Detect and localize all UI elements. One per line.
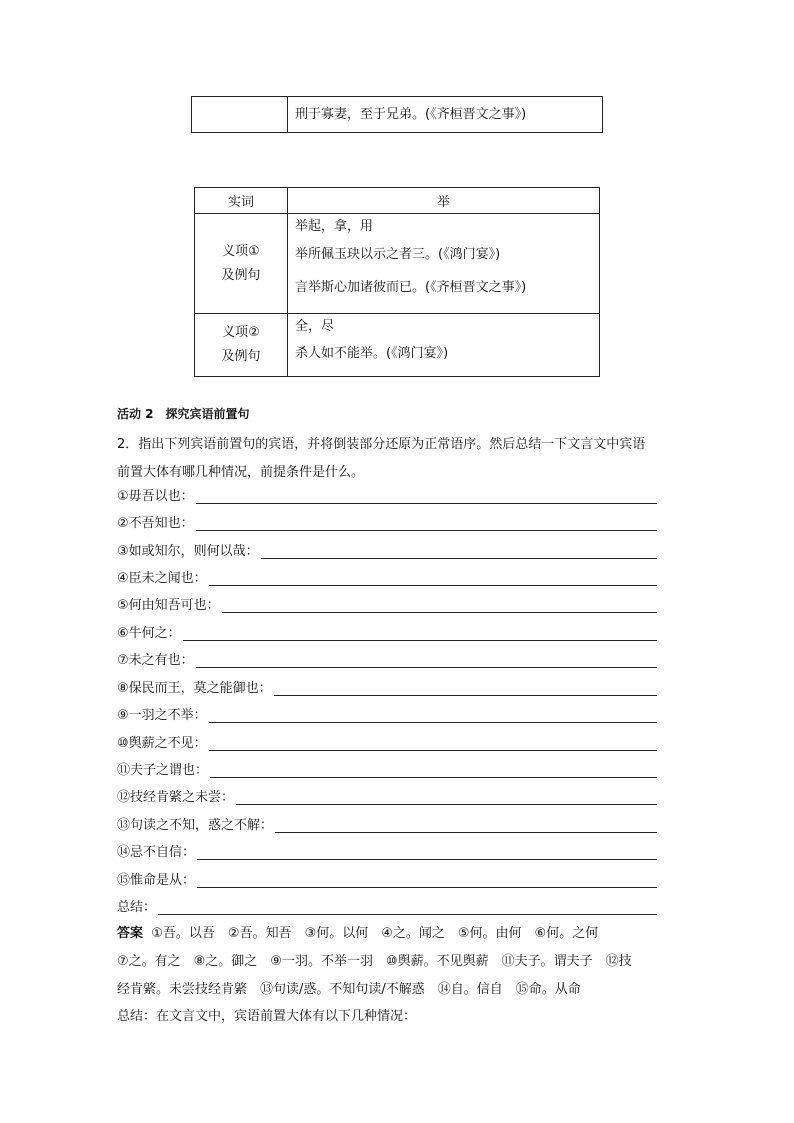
header-cell-word-type (195, 188, 288, 214)
word-meaning-table (194, 187, 600, 377)
answer-blank[interactable] (196, 516, 657, 531)
sense-label-sub: 及例句 (221, 349, 261, 364)
sense-meaning: 全，尽 (295, 319, 335, 334)
answer-blank[interactable] (209, 708, 657, 723)
fill-line-8 (117, 676, 657, 696)
sense-label: 义项① (222, 243, 260, 259)
header-word: 举 (436, 195, 450, 210)
item-label: ⑮惟命是从： (117, 873, 196, 888)
table-cell-example (288, 97, 603, 133)
fill-line-5 (117, 593, 657, 613)
sense-content-cell-1 (288, 214, 600, 314)
fill-line-4 (117, 566, 657, 586)
fill-line-3 (117, 539, 657, 559)
answer-line-2: ⑦之。有之 ⑧之。御之 ⑨一羽。不举一羽 ⑩舆薪。不见舆薪 ⑪夫子。谓夫子 ⑫技 (117, 954, 632, 969)
fill-line-2 (117, 511, 657, 531)
answer-blank[interactable] (274, 681, 657, 696)
item-label: ④臣未之闻也： (117, 571, 207, 586)
item-label: ②不吾知也： (117, 516, 194, 531)
item-label: ⑫技经肯綮之未尝： (117, 790, 235, 805)
header-cell-word (288, 188, 600, 214)
answer-summary: 总结：在文言文中，宾语前置大体有以下几种情况： (117, 1009, 417, 1024)
fill-line-1 (117, 484, 657, 504)
answer-blank[interactable] (197, 873, 657, 888)
instruction-line-1: 2．指出下列宾语前置句的宾语，并将倒装部分还原为正常语序。然后总结一下文言文中宾语 (117, 437, 646, 452)
fill-line-11 (117, 758, 657, 778)
fill-line-10 (117, 731, 657, 751)
sense-label-cell-2 (195, 314, 288, 377)
fill-line-6 (117, 621, 657, 641)
answer-blank[interactable] (196, 489, 657, 504)
item-label: ⑤何由知吾可也： (117, 598, 220, 613)
item-label: ③如或知尔，则何以哉： (117, 544, 259, 559)
table-cell-empty (192, 97, 288, 133)
instruction-line-2: 前置大体有哪几种情况，前提条件是什么。 (117, 465, 365, 480)
answer-blank[interactable] (197, 845, 657, 860)
answer-blank[interactable] (209, 571, 657, 586)
fill-line-14 (117, 840, 657, 860)
sense-content-cell-2 (288, 314, 600, 377)
answer-text: ①吾。以吾 ②吾。知吾 ③何。以何 ④之。闻之 ⑤何。由何 ⑥何。之何 (151, 926, 599, 941)
answer-blank[interactable] (183, 626, 657, 641)
item-label: ①毋吾以也： (117, 489, 194, 504)
fill-line-summary (117, 895, 657, 915)
answer-line-3: 经肯綮。未尝技经肯綮 ⑬句读/惑。不知句读/不解惑 ⑭自。信自 ⑮命。从命 (117, 982, 581, 997)
sense-example: 杀人如不能举。(《鸿门宴》) (295, 346, 449, 361)
answer-blank[interactable] (209, 736, 657, 751)
item-label: ⑨一羽之不举： (117, 708, 207, 723)
answer-line-1 (117, 922, 598, 941)
sense-meaning: 举起，拿，用 (295, 219, 374, 234)
item-label: ⑥牛何之： (117, 626, 181, 641)
answer-blank[interactable] (196, 653, 657, 668)
item-label: ⑧保民而王，莫之能御也： (117, 681, 272, 696)
header-label: 实词 (227, 195, 254, 210)
table-continuation (191, 96, 603, 133)
activity-title: 活动 2 探究宾语前置句 (117, 407, 250, 421)
answer-blank[interactable] (275, 818, 657, 833)
fill-line-9 (117, 703, 657, 723)
item-label: ⑦未之有也： (117, 653, 194, 668)
answer-blank[interactable] (158, 900, 657, 915)
answer-blank[interactable] (222, 598, 657, 613)
item-label: ⑭忌不自信： (117, 845, 196, 860)
item-label: ⑬句读之不知，惑之不解： (117, 818, 274, 833)
item-label: ⑩舆薪之不见： (117, 736, 207, 751)
fill-line-13 (117, 813, 657, 833)
sense-example: 言举斯心加诸彼而已。(《齐桓晋文之事》) (295, 280, 527, 295)
item-label: ⑪夫子之谓也： (117, 763, 209, 778)
item-label: 总结： (117, 900, 157, 915)
fill-line-7 (117, 648, 657, 668)
fill-line-12 (117, 785, 657, 805)
sense-example: 举所佩玉玦以示之者三。(《鸿门宴》) (295, 247, 501, 262)
sense-label-sub: 及例句 (221, 267, 261, 283)
sense-label: 义项② (222, 325, 260, 340)
example-text: 刑于寡妻，至于兄弟。(《齐桓晋文之事》) (295, 107, 527, 122)
answer-blank[interactable] (261, 544, 657, 559)
sense-label-cell-1 (195, 214, 288, 314)
answer-label: 答案 (117, 926, 144, 941)
answer-blank[interactable] (236, 790, 657, 805)
fill-line-15 (117, 868, 657, 888)
answer-blank[interactable] (210, 763, 657, 778)
